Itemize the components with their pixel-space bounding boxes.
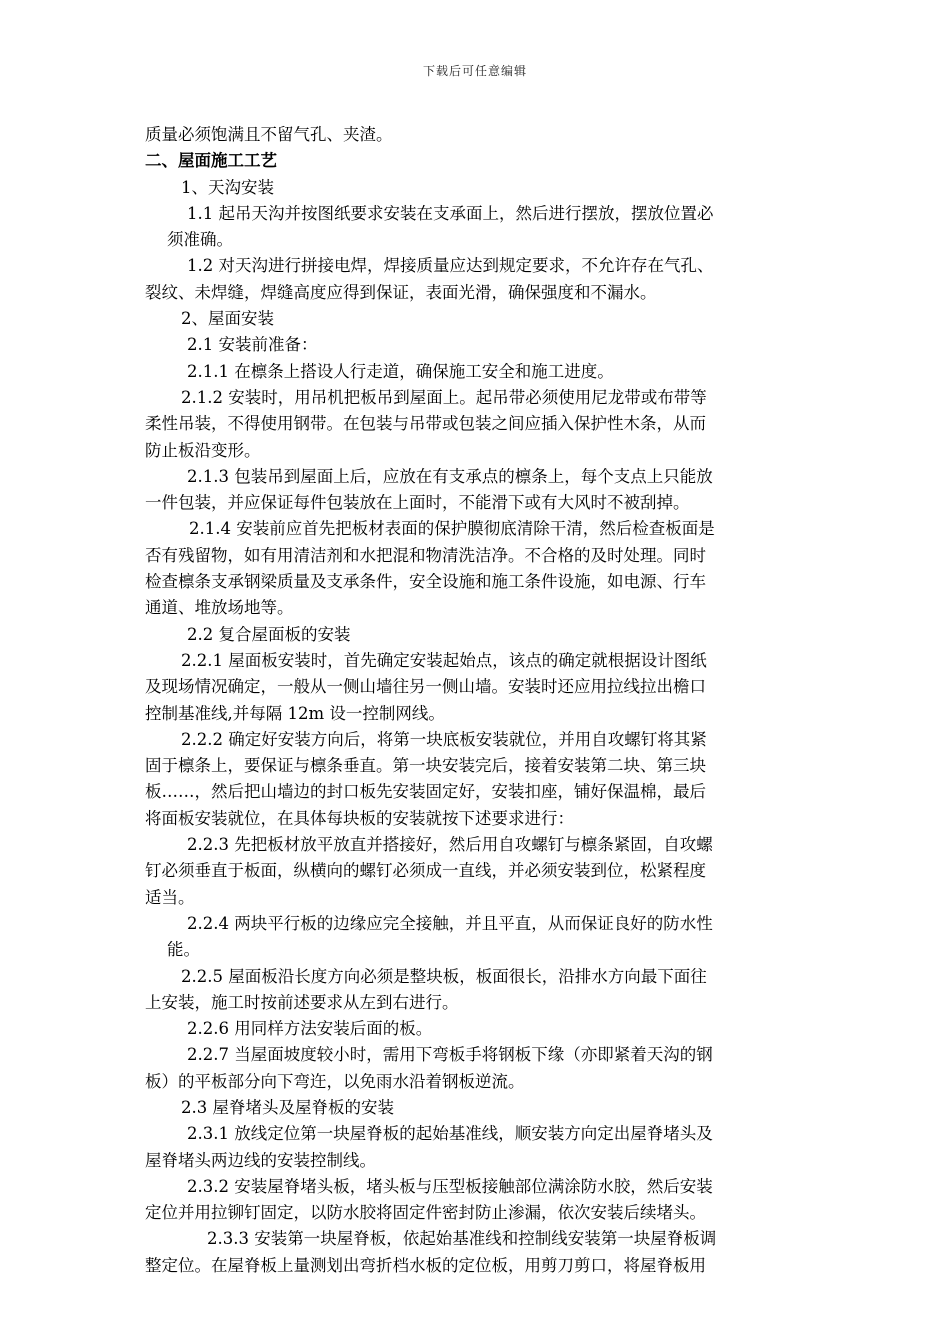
text-line: 2.1.1 在檩条上搭设人行走道，确保施工安全和施工进度。 xyxy=(187,361,614,381)
text-line: 2.2.4 两块平行板的边缘应完全接触，并且平直，从而保证良好的防水性 xyxy=(187,913,713,933)
text-line: 2.2.1 屋面板安装时，首先确定安装起始点，该点的确定就根据设计图纸 xyxy=(181,650,707,670)
text-line: 2.2.5 屋面板沿长度方向必须是整块板，板面很长，沿排水方向最下面往 xyxy=(181,966,707,986)
text-line: 2.1.2 安装时，用吊机把板吊到屋面上。起吊带必须使用尼龙带或布带等 xyxy=(181,387,707,407)
text-line: 屋脊堵头两边线的安装控制线。 xyxy=(145,1150,376,1170)
text-line: 1.1 起吊天沟并按图纸要求安装在支承面上，然后进行摆放，摆放位置必 xyxy=(187,203,714,223)
text-line: 2.3.2 安装屋脊堵头板，堵头板与压型板接触部位满涂防水胶，然后安装 xyxy=(187,1176,713,1196)
text-line: 柔性吊装，不得使用钢带。在包装与吊带或包装之间应插入保护性木条，从而 xyxy=(145,414,706,434)
text-line: 2.1.4 安装前应首先把板材表面的保护膜彻底清除干清，然后检查板面是 xyxy=(189,519,715,539)
text-line: 2.2.7 当屋面坡度较小时，需用下弯板手将钢板下缘（亦即紧着天沟的钢 xyxy=(187,1045,713,1065)
text-line: 2.1.3 包装吊到屋面上后，应放在有支承点的檩条上，每个支点上只能放 xyxy=(187,466,713,486)
text-line: 定位并用拉铆钉固定，以防水胶将固定件密封防止渗漏，依次安装后续堵头。 xyxy=(145,1203,706,1223)
text-line: 2、屋面安装 xyxy=(181,309,274,329)
text-line: 上安装，施工时按前述要求从左到右进行。 xyxy=(145,992,459,1012)
text-line: 须准确。 xyxy=(167,230,233,250)
text-line: 2.3.1 放线定位第一块屋脊板的起始基准线，顺安装方向定出屋脊堵头及 xyxy=(187,1124,713,1144)
text-line: 1、天沟安装 xyxy=(181,177,274,197)
text-line: 通道、堆放场地等。 xyxy=(145,598,294,618)
text-line: 板）的平板部分向下弯迕，以免雨水沿着钢板逆流。 xyxy=(145,1071,525,1091)
text-line: 检查檩条支承钢梁质量及支承条件，安全设施和施工条件设施，如电源、行车 xyxy=(145,572,706,592)
text-line: 板……，然后把山墙边的封口板先安装固定好，安装扣座，铺好保温棉，最后 xyxy=(145,782,706,802)
text-line: 2.2.2 确定好安装方向后，将第一块底板安装就位，并用自攻螺钉将其紧 xyxy=(181,729,707,749)
text-line: 质量必须饱满且不留气孔、夹渣。 xyxy=(145,125,393,144)
text-line: 固于檩条上，要保证与檩条垂直。第一块安装完后，接着安装第二块、第三块 xyxy=(145,756,706,776)
text-line: 及现场情况确定，一般从一侧山墙往另一侧山墙。安装时还应用拉线拉出檐口 xyxy=(145,677,706,697)
text-line: 1.2 对天沟进行拼接电焊，焊接质量应达到规定要求，不允许存在气孔、 xyxy=(187,256,714,276)
document-body xyxy=(145,122,815,1279)
text-line: 适当。 xyxy=(145,887,195,907)
text-line: 将面板安装就位，在具体每块板的安装就按下述要求进行： xyxy=(145,808,574,828)
text-line: 裂纹、未焊缝，焊缝高度应得到保证，表面光滑，确保强度和不漏水。 xyxy=(145,282,657,302)
text-line: 能。 xyxy=(167,940,200,960)
text-line: 控制基准线,并每隔 12m 设一控制网线。 xyxy=(145,703,445,723)
text-line: 否有残留物，如有用清洁剂和水把混和物清洗洁净。不合格的及时处理。同时 xyxy=(145,545,706,565)
text-line: 2.1 安装前准备： xyxy=(187,335,318,355)
text-line: 2.2 复合屋面板的安装 xyxy=(187,624,351,644)
text-line: 2.3.3 安装第一块屋脊板，依起始基准线和控制线安装第一块屋脊板调 xyxy=(207,1229,717,1249)
text-line: 防止板沿变形。 xyxy=(145,440,261,460)
text-line: 2.2.3 先把板材放平放直并搭接好，然后用自攻螺钉与檩条紧固，自攻螺 xyxy=(187,835,713,855)
text-line: 钉必须垂直于板面，纵横向的螺钉必须成一直线，并必须安装到位，松紧程度 xyxy=(145,861,706,881)
text-line: 整定位。在屋脊板上量测划出弯折档水板的定位板，用剪刀剪口，将屋脊板用 xyxy=(145,1255,706,1275)
text-line: 2.3 屋脊堵头及屋脊板的安装 xyxy=(181,1097,394,1117)
section-heading: 二、屋面施工工艺 xyxy=(145,151,277,171)
page-header: 下载后可任意编辑 xyxy=(422,64,527,78)
text-line: 一件包装，并应保证每件包装放在上面时，不能滑下或有大风时不被刮掉。 xyxy=(145,493,690,513)
text-line: 2.2.6 用同样方法安装后面的板。 xyxy=(187,1019,433,1039)
